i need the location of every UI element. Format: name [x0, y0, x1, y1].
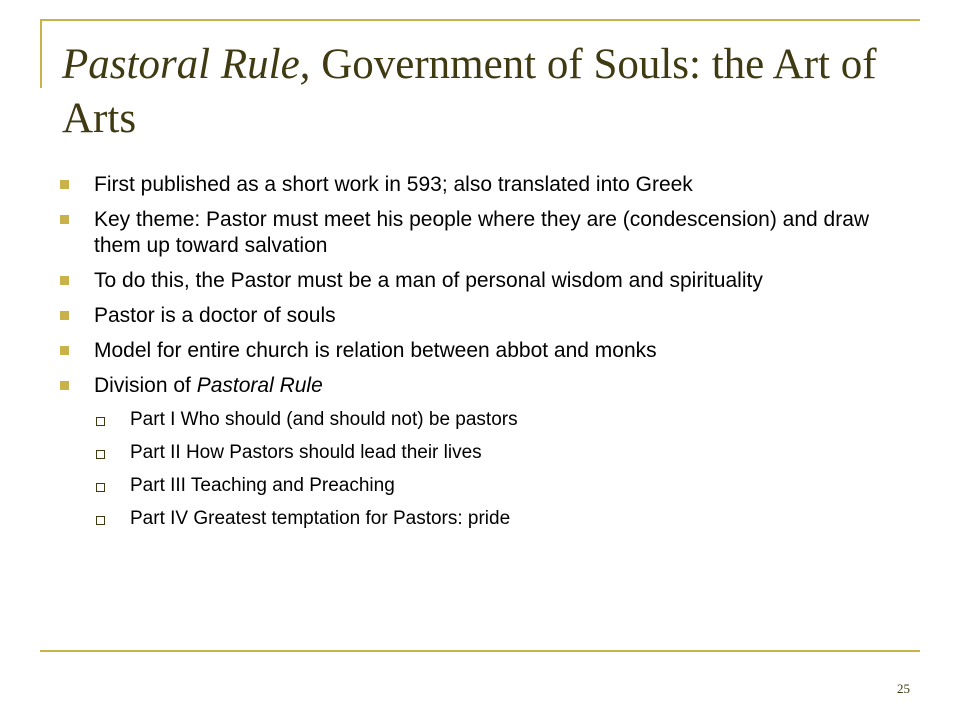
bullet-item [58, 207, 918, 259]
division-italic: Pastoral Rule [196, 374, 323, 397]
bullet-list [58, 172, 918, 540]
division-prefix: Division of [94, 374, 197, 397]
bullet-text: Model for entire church is relation between abbot and monks [94, 339, 657, 362]
bullet-item [58, 268, 918, 294]
bullet-text: To do this, the Pastor must be a man of personal wisdom and spirituality [94, 269, 763, 292]
frame-left-line [40, 19, 42, 88]
sub-bullet-item [58, 507, 918, 531]
frame-bottom-line [40, 650, 920, 652]
bullet-text: First published as a short work in 593; also translated into Greek [94, 173, 693, 196]
square-bullet-icon [60, 346, 69, 355]
sub-bullet-item [58, 474, 918, 498]
sub-bullet-text: Part III Teaching and Preaching [130, 475, 395, 496]
hollow-square-bullet-icon [96, 417, 105, 426]
hollow-square-bullet-icon [96, 516, 105, 525]
hollow-square-bullet-icon [96, 483, 105, 492]
square-bullet-icon [60, 311, 69, 320]
title-italic: Pastoral Rule, [62, 41, 311, 88]
sub-bullet-item [58, 408, 918, 432]
title-rest: Government of Souls: the Art of Arts [62, 41, 877, 142]
sub-bullet-text: Part II How Pastors should lead their lives [130, 442, 482, 463]
sub-bullet-text: Part IV Greatest temptation for Pastors: pride [130, 508, 511, 529]
square-bullet-icon [60, 381, 69, 390]
hollow-square-bullet-icon [96, 450, 105, 459]
bullet-text: Key theme: Pastor must meet his people where they are (condescension) and draw them up toward salvation [94, 208, 870, 257]
frame-top-line [40, 19, 920, 21]
bullet-text: Pastor is a doctor of souls [94, 304, 336, 327]
bullet-item-division [58, 373, 918, 399]
page-number: 25 [897, 681, 910, 696]
bullet-item [58, 172, 918, 198]
bullet-item [58, 338, 918, 364]
slide-title [62, 38, 912, 146]
bullet-item [58, 303, 918, 329]
square-bullet-icon [60, 276, 69, 285]
sub-bullet-item [58, 441, 918, 465]
sub-bullet-text: Part I Who should (and should not) be pastors [130, 409, 518, 430]
square-bullet-icon [60, 215, 69, 224]
square-bullet-icon [60, 180, 69, 189]
